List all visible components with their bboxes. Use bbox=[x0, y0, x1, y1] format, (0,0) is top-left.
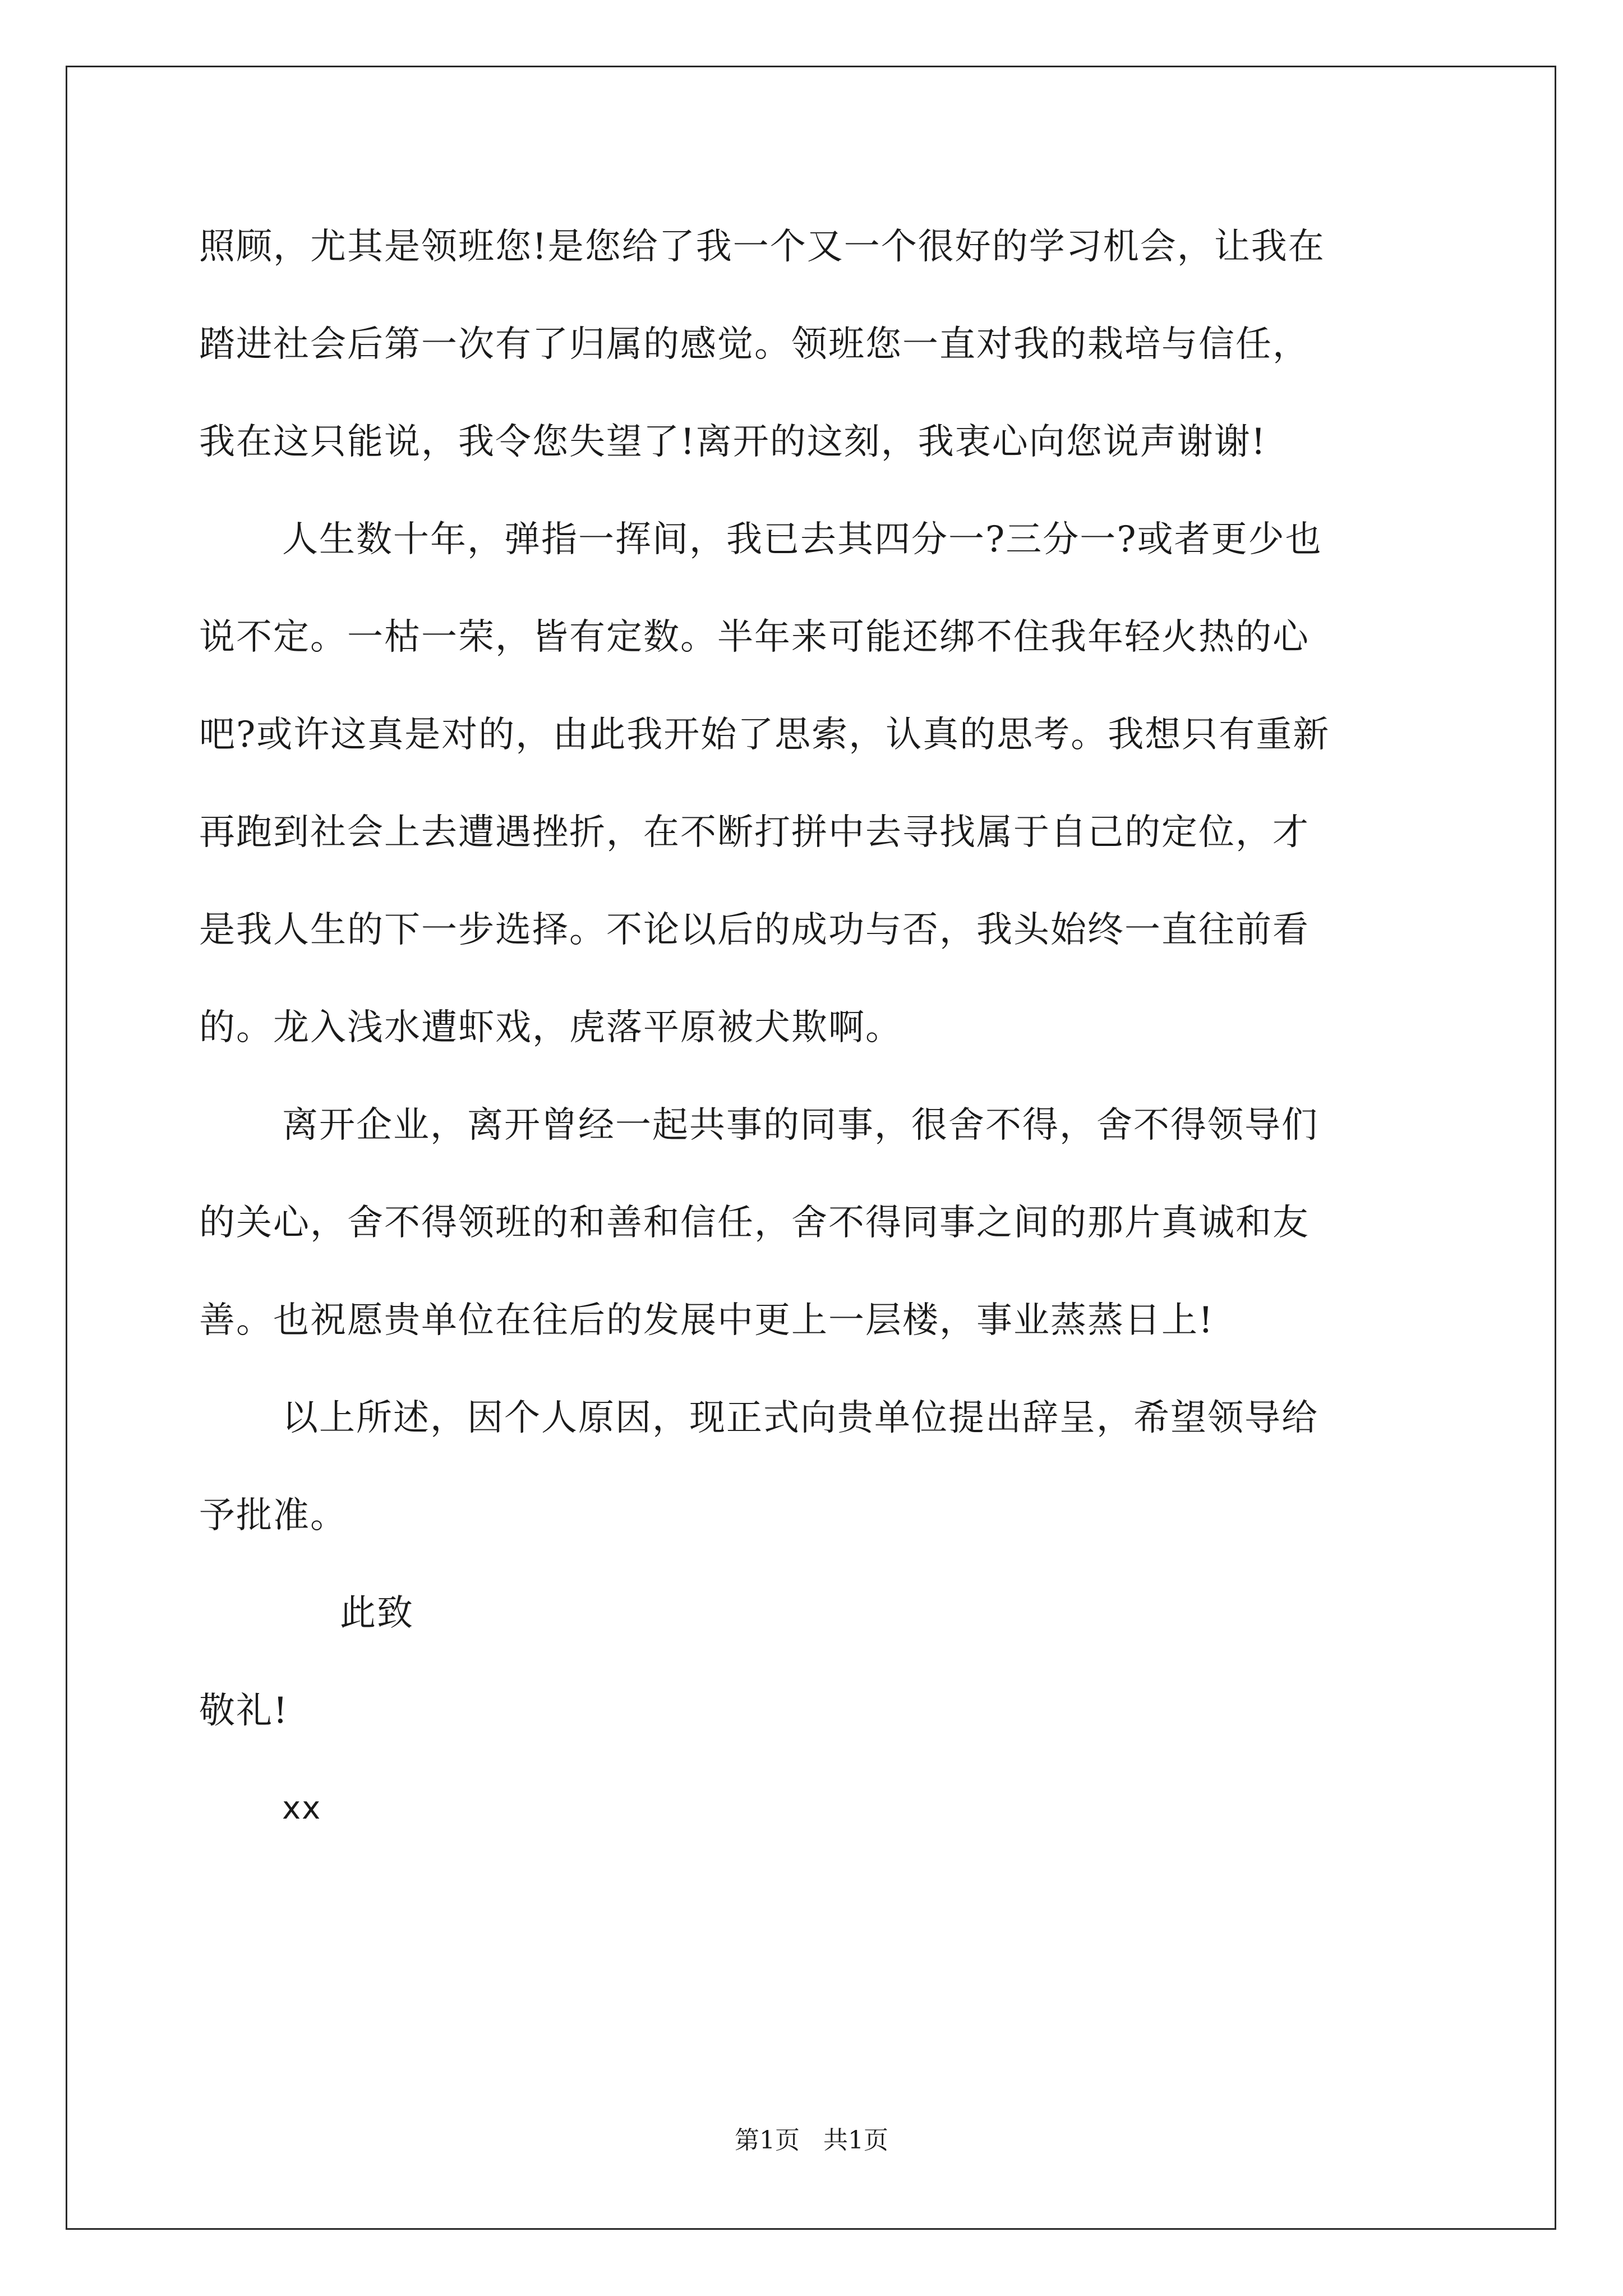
body-line-13: 以上所述，因个人原因，现正式向贵单位提出辞呈，希望领导给 bbox=[282, 1397, 1318, 1439]
page-number-footer: 第1页 共1页 bbox=[735, 2126, 888, 2155]
body-line-10: 离开企业，离开曾经一起共事的同事，很舍不得，舍不得领导们 bbox=[282, 1105, 1318, 1146]
salutation-text: 敬礼! bbox=[199, 1690, 289, 1732]
body-line-6: 吧?或许这真是对的，由此我开始了思索，认真的思考。我想只有重新 bbox=[199, 714, 1330, 756]
body-line-3: 我在这只能说，我令您失望了!离开的这刻，我衷心向您说声谢谢! bbox=[199, 421, 1267, 463]
body-line-5: 说不定。一枯一荣，皆有定数。半年来可能还绑不住我年轻火热的心 bbox=[199, 616, 1310, 658]
signature-text: xx bbox=[282, 1790, 322, 1826]
body-line-14: 予批准。 bbox=[199, 1495, 347, 1536]
body-line-7: 再跑到社会上去遭遇挫折，在不断打拼中去寻找属于自己的定位，才 bbox=[199, 812, 1310, 853]
body-line-9: 的。龙入浅水遭虾戏，虎落平原被犬欺啊。 bbox=[199, 1007, 902, 1048]
body-line-2: 踏进社会后第一次有了归属的感觉。领班您一直对我的栽培与信任， bbox=[199, 324, 1310, 365]
body-line-11: 的关心，舍不得领班的和善和信任，舍不得同事之间的那片真诚和友 bbox=[199, 1202, 1310, 1244]
body-line-4: 人生数十年，弹指一挥间，我已去其四分一?三分一?或者更少也 bbox=[282, 519, 1322, 560]
body-line-12: 善。也祝愿贵单位在往后的发展中更上一层楼，事业蒸蒸日上! bbox=[199, 1300, 1214, 1341]
body-line-8: 是我人生的下一步选择。不论以后的成功与否，我头始终一直往前看 bbox=[199, 909, 1310, 951]
closing-text: 此致 bbox=[340, 1593, 414, 1634]
body-line-1: 照顾，尤其是领班您!是您给了我一个又一个很好的学习机会，让我在 bbox=[199, 226, 1325, 268]
page-border bbox=[66, 66, 1556, 2230]
